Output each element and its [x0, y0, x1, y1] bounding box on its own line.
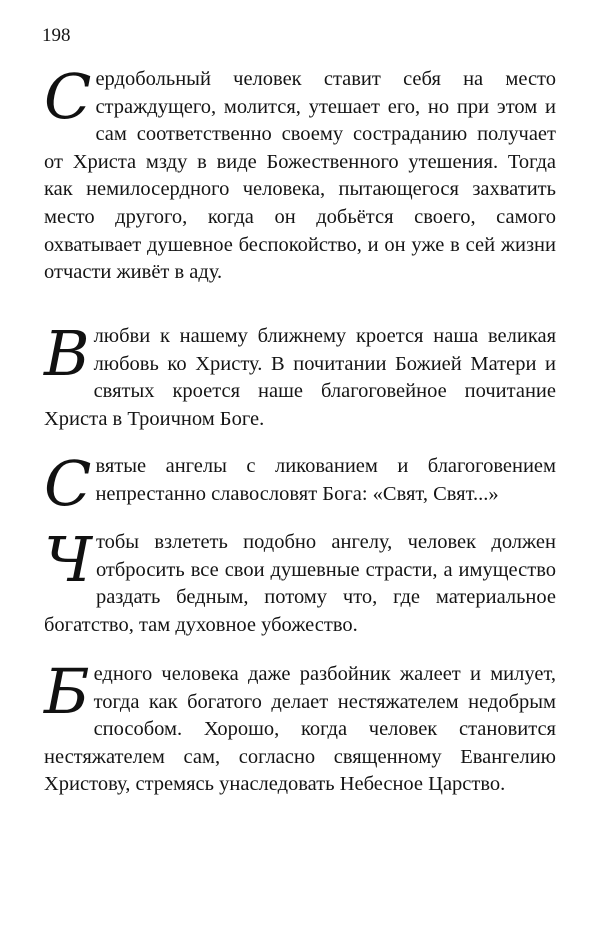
paragraph-3-text: вятые ангелы с ликованием и благоговением непрестанно славословят Бога: «Свят, Свят...» — [95, 455, 556, 505]
paragraph-5-text: едного человека даже разбойник жалеет и милует, тогда как богатого делает нестяжателем недобрым способом. Хорошо, когда человек становится нестяжателем сам, согласно священному Евангелию Христову, стремясь унаследовать Небесное Царство. — [44, 663, 556, 796]
drop-cap-2: В — [44, 317, 90, 390]
paragraph-5 — [44, 655, 556, 799]
drop-cap-4: Ч — [44, 523, 92, 596]
paragraph-4 — [44, 523, 556, 639]
drop-cap-5: Б — [44, 655, 90, 728]
drop-cap-3: С — [44, 447, 92, 520]
paragraph-4-text: тобы взлететь подобно ангелу, человек должен отбросить все свои душевные страсти, а имущество раздать бедным, потому что, где материальное богатство, там духовное убожество. — [44, 531, 556, 636]
paragraph-2-text: любви к нашему ближнему кроется наша великая любовь ко Христу. В почитании Божией Матери и святых кроется наше благоговейное почитание Христа в Троичном Боге. — [44, 325, 556, 430]
paragraph-2 — [44, 317, 556, 433]
page-number: 198 — [42, 25, 71, 46]
paragraph-1 — [44, 60, 556, 287]
paragraph-3 — [44, 447, 556, 520]
drop-cap-1: С — [44, 60, 92, 133]
paragraph-1-text: ердобольный человек ставит себя на место страждущего, молится, утешает его, но при этом и сам соответственно своему состраданию получает от Христа мзду в виде Божественного утешения. Тогда как немилосердного человека, пытающегося захватить место другого, когда он добьётся своего, самого охватывает душевное беспокойство, и он уже в сей жизни отчасти живёт в аду. — [44, 68, 556, 284]
